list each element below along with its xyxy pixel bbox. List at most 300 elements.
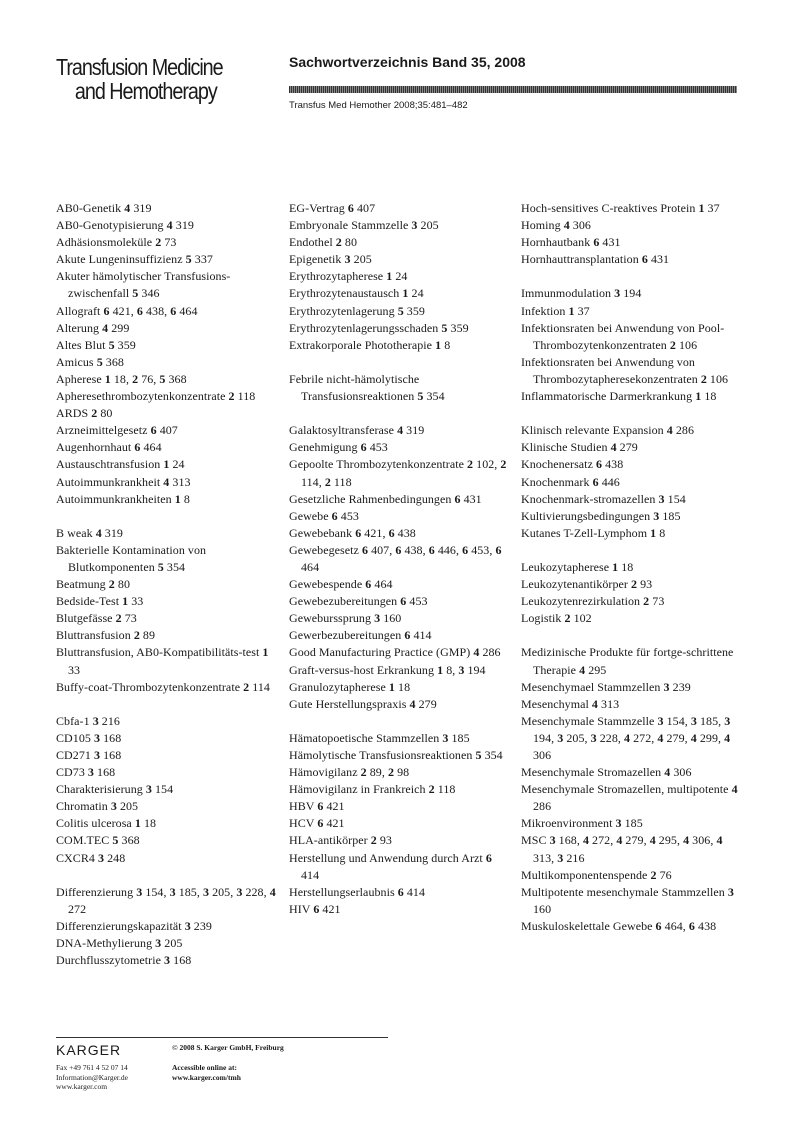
page-number: 76,	[138, 371, 160, 386]
page-number: 306	[670, 765, 692, 780]
index-entry	[56, 491, 278, 508]
index-entry	[289, 764, 511, 781]
index-term: Febrile nicht-hämolytische Transfusionsreaktionen	[289, 371, 420, 404]
issue-number: 2	[631, 577, 638, 592]
index-entry	[56, 679, 278, 696]
index-term: Mesenchymale Stromazellen	[521, 765, 665, 780]
issue-number: 2	[91, 406, 98, 421]
page-number: 18	[394, 679, 411, 694]
issue-number: 4	[731, 782, 738, 797]
entry-gap	[289, 405, 511, 422]
page-number: 194,	[533, 730, 558, 745]
access-info	[172, 1063, 241, 1082]
page-number: 464	[140, 440, 162, 455]
index-term: Gewebespende	[289, 577, 366, 592]
page-number: 453	[406, 594, 428, 609]
issue-number: 2	[700, 371, 707, 386]
issue-number: 6	[317, 799, 324, 814]
index-term: Arzneimittelgesetz	[56, 423, 151, 438]
website[interactable]: www.karger.com	[56, 1082, 108, 1091]
issue-number: 1	[435, 337, 442, 352]
issue-number: 6	[170, 303, 177, 318]
index-entry	[289, 200, 511, 217]
issue-number: 5	[417, 389, 424, 404]
page-number: 160	[380, 611, 402, 626]
issue-number: 4	[724, 730, 731, 745]
index-term: Good Manufacturing Practice (GMP)	[289, 645, 474, 660]
issue-number: 3	[615, 816, 622, 831]
index-entry	[289, 696, 511, 713]
index-term: Gewebebank	[289, 525, 356, 540]
issue-number: 6	[596, 457, 603, 472]
index-entry	[289, 730, 511, 747]
issue-number: 3	[663, 679, 670, 694]
index-term: Gewebegesetz	[289, 542, 362, 557]
page-number: 33	[128, 594, 144, 609]
page-number: 299	[108, 320, 130, 335]
page-number: 359	[403, 303, 425, 318]
index-term: Infektionsraten bei Anwendung von Thrombozytapheresekonzentraten	[521, 354, 701, 386]
index-term: Muskuloskelettale Gewebe	[521, 918, 656, 933]
index-entry	[56, 456, 278, 473]
page-number: 18	[701, 389, 717, 404]
index-entry	[521, 679, 743, 696]
index-term: DNA-Methylierung	[56, 936, 156, 951]
page-number: 464	[301, 559, 320, 574]
index-entry	[289, 679, 511, 696]
issue-number: 6	[641, 252, 648, 267]
issue-number: 6	[150, 423, 157, 438]
issue-number: 6	[592, 474, 599, 489]
issue-number: 4	[664, 765, 671, 780]
page-number: 464	[371, 577, 393, 592]
index-term: Akute Lungeninsuffizienz	[56, 252, 186, 267]
index-term: Buffy-coat-Thrombozytenkonzentrate	[56, 679, 244, 694]
index-entry	[521, 525, 743, 542]
page-number: 205,	[563, 730, 591, 745]
page-number: 168	[93, 765, 116, 780]
index-term: Autoimmunkrankheiten	[56, 491, 175, 506]
issue-number: 3	[614, 286, 621, 301]
index-entry	[521, 474, 743, 491]
issue-number: 2	[650, 867, 657, 882]
page-number: 185	[621, 816, 643, 831]
email[interactable]: Information@Karger.de	[56, 1072, 128, 1082]
issue-number: 4	[649, 833, 656, 848]
index-term: Homing	[521, 218, 564, 233]
issue-number: 4	[563, 218, 570, 233]
page-number: 295,	[655, 833, 684, 848]
issue-number: 2	[370, 833, 377, 848]
issue-number: 5	[159, 371, 166, 386]
index-term: Gewebe	[289, 508, 332, 523]
issue-number: 3	[690, 713, 697, 728]
issue-number: 3	[184, 918, 191, 933]
page-number: 205,	[209, 884, 237, 899]
index-term: Hoch-sensitives C-reaktives Protein	[521, 201, 699, 215]
index-entry	[56, 935, 278, 952]
issue-number: 6	[593, 235, 600, 250]
page-number: 18	[618, 559, 634, 574]
index-term: Mesenchymale Stammzelle	[521, 713, 658, 728]
page-number: 359	[114, 337, 136, 352]
index-term: Leukozytenantikörper	[521, 577, 632, 592]
index-entry	[521, 644, 743, 678]
issue-number: 3	[549, 833, 556, 848]
page-number: 319	[403, 423, 425, 438]
page-number: 8	[656, 525, 666, 540]
index-entry	[289, 576, 511, 593]
page-number: 154	[664, 491, 686, 506]
index-term: AB0-Genotypisierung	[56, 218, 167, 233]
page-number: 168,	[555, 833, 583, 848]
issue-number: 6	[655, 918, 662, 933]
index-term: B weak	[56, 525, 96, 540]
issue-number: 1	[174, 491, 181, 506]
page-number: 446	[598, 474, 620, 489]
page-number: 431	[460, 491, 482, 506]
index-term: Hämovigilanz in Frankreich	[289, 782, 429, 797]
index-entry	[56, 918, 278, 935]
page-number: 414	[301, 867, 320, 882]
index-term: Immunmodulation	[521, 286, 615, 301]
issue-number: 6	[347, 201, 354, 215]
index-term: Bluttransfusion, AB0-Kompatibilitäts-test	[56, 645, 263, 660]
issue-number: 2	[467, 457, 474, 472]
issue-number: 2	[133, 628, 140, 643]
page-number: 194	[620, 286, 642, 301]
page-number: 8	[441, 337, 451, 352]
index-entry	[521, 610, 743, 627]
page-number: 414	[410, 628, 432, 643]
issue-number: 3	[202, 884, 210, 899]
issue-number: 3	[653, 508, 660, 523]
copyright: © 2008 S. Karger GmbH, Freiburg	[172, 1043, 284, 1052]
index-term: Kutanes T-Zell-Lymphom	[521, 525, 651, 540]
issue-number: 1	[386, 269, 393, 284]
index-entry	[56, 815, 278, 832]
page-number: 272,	[630, 730, 658, 745]
page-number: 80	[341, 235, 357, 250]
issue-number: 4	[666, 423, 673, 438]
page-number: 438	[602, 457, 624, 472]
page-number: 421,	[361, 525, 389, 540]
issue-number: 2	[500, 457, 507, 472]
index-term: Differenzierung	[56, 884, 137, 899]
page-number: 185,	[696, 713, 725, 728]
index-term: Multipotente mesenchymale Stammzellen	[521, 884, 728, 899]
page-number: 368	[102, 354, 124, 369]
index-entry	[56, 952, 278, 969]
index-entry	[521, 354, 743, 388]
index-entry	[521, 559, 743, 576]
page-number: 114,	[301, 474, 325, 489]
issue-number: 2	[564, 611, 571, 626]
index-term: Mesenchymale Stromazellen, multipotente	[521, 782, 732, 797]
page-number: 102	[570, 611, 592, 626]
page-number: 106	[706, 371, 729, 386]
index-entry	[289, 508, 511, 525]
issue-number: 6	[400, 594, 407, 609]
access-url[interactable]: www.karger.com/tmh	[172, 1072, 241, 1082]
issue-number: 2	[428, 782, 435, 797]
issue-number: 6	[454, 491, 461, 506]
index-entry	[56, 337, 278, 354]
index-entry	[56, 713, 278, 730]
page-number: 98	[394, 765, 410, 780]
page-number: 414	[403, 884, 426, 899]
page-number: 73	[121, 611, 137, 626]
index-term: Genehmigung	[289, 440, 361, 455]
index-term: Apheresethrombozytenkonzentrate	[56, 389, 229, 404]
index-term: Knochenmark	[521, 474, 593, 489]
index-term: Akuter hämolytischer Transfusions-zwischenfall	[56, 269, 231, 301]
page-number: 306	[533, 748, 552, 762]
page-number: 24	[408, 286, 424, 301]
entry-gap	[521, 268, 743, 285]
index-term: Chromatin	[56, 799, 111, 814]
index-entry	[56, 234, 278, 251]
page-number: 33	[68, 662, 81, 677]
publisher-contact	[56, 1063, 128, 1092]
index-entry	[289, 303, 511, 320]
page-number: 453,	[468, 542, 496, 557]
issue-number: 1	[612, 559, 619, 574]
issue-number: 6	[462, 542, 469, 557]
index-term: Multikomponentenspende	[521, 867, 651, 882]
index-entry	[56, 371, 278, 388]
index-entry	[289, 251, 511, 268]
index-term: Klinisch relevante Expansion	[521, 423, 667, 438]
index-term: CD105	[56, 730, 94, 745]
index-term: CD271	[56, 748, 94, 762]
index-term: Austauschtransfusion	[56, 457, 164, 472]
issue-number: 3	[557, 730, 564, 745]
page-number: 102,	[473, 457, 501, 472]
index-entry	[521, 200, 743, 217]
index-entry	[56, 781, 278, 798]
index-entry	[56, 627, 278, 644]
issue-number: 4	[657, 730, 664, 745]
header-rule	[289, 86, 737, 93]
index-term: CD73	[56, 765, 88, 780]
page-number: 286	[533, 799, 552, 814]
issue-number: 6	[365, 577, 372, 592]
index-entry	[521, 217, 743, 234]
issue-number: 4	[102, 320, 109, 335]
page-number: 154,	[142, 884, 170, 899]
page-number: 438,	[142, 303, 171, 318]
index-entry	[289, 371, 511, 405]
issue-number: 1	[262, 645, 269, 660]
index-term: Herstellung und Anwendung durch Arzt	[289, 850, 486, 865]
index-term: Charakterisierung	[56, 782, 146, 797]
issue-number: 6	[388, 525, 395, 540]
page-number: 313	[169, 474, 191, 489]
page-number: 431	[647, 252, 670, 267]
index-term: Alterung	[56, 320, 103, 335]
page-number: 421	[323, 799, 345, 814]
index-entry	[289, 268, 511, 285]
issue-number: 2	[360, 765, 367, 780]
page-number: 438	[394, 525, 416, 540]
journal-logo	[56, 55, 256, 103]
issue-number: 1	[568, 303, 575, 318]
index-entry	[289, 593, 511, 610]
page-number: 73	[161, 235, 177, 250]
issue-number: 3	[164, 953, 171, 968]
index-term: Bakterielle Kontamination von Blutkomponenten	[56, 542, 207, 574]
page-number: 279	[415, 696, 437, 711]
page-number: 114	[249, 679, 270, 694]
index-term: MSC	[521, 833, 550, 848]
issue-number: 3	[727, 884, 734, 899]
index-entry	[56, 610, 278, 627]
entry-gap	[521, 405, 743, 422]
issue-number: 3	[169, 884, 176, 899]
index-entry	[289, 422, 511, 439]
index-entry	[521, 439, 743, 456]
issue-number: 3	[374, 611, 381, 626]
index-entry	[56, 832, 278, 849]
issue-number: 4	[163, 474, 170, 489]
page-number: 421,	[109, 303, 137, 318]
index-term: CXCR4	[56, 850, 98, 865]
page-number: 346	[138, 286, 160, 301]
page-number: 279,	[622, 833, 650, 848]
index-term: Inflammatorische Darmerkrankung	[521, 389, 696, 404]
index-term: Hämolytische Transfusionsreaktionen	[289, 748, 476, 762]
index-entry	[56, 593, 278, 610]
index-entry	[521, 456, 743, 473]
index-entry	[521, 696, 743, 713]
issue-number: 6	[404, 628, 411, 643]
issue-number: 2	[228, 389, 235, 404]
index-entry	[56, 388, 278, 405]
page-number: 279,	[663, 730, 691, 745]
issue-number: 5	[441, 320, 448, 335]
issue-number: 4	[124, 201, 131, 215]
index-term: Knochenersatz	[521, 457, 596, 472]
index-entry	[56, 798, 278, 815]
page-number: 354	[163, 559, 186, 574]
index-entry	[56, 320, 278, 337]
issue-number: 3	[155, 936, 162, 951]
issue-number: 2	[669, 337, 676, 352]
issue-number: 6	[397, 884, 404, 899]
issue-number: 5	[108, 337, 115, 352]
issue-number: 1	[122, 594, 129, 609]
issue-number: 4	[716, 833, 723, 848]
index-term: Infektionsraten bei Anwendung von Pool-Thrombozytenkonzentraten	[521, 320, 725, 352]
index-term: Beatmung	[56, 577, 109, 592]
issue-number: 1	[163, 457, 170, 472]
issue-number: 6	[134, 440, 141, 455]
issue-number: 2	[132, 371, 139, 386]
index-entry	[521, 388, 743, 405]
index-entry	[521, 832, 743, 866]
index-entry	[56, 251, 278, 268]
page-number: 286	[479, 645, 501, 660]
index-entry	[56, 730, 278, 747]
issue-number: 6	[688, 918, 695, 933]
index-entry	[521, 815, 743, 832]
issue-number: 2	[324, 474, 331, 489]
index-column-3	[521, 200, 743, 935]
index-entry	[56, 217, 278, 234]
page-number: 205	[161, 936, 183, 951]
page-number: 216	[98, 713, 120, 728]
index-entry	[521, 918, 743, 935]
page-number: 8,	[443, 662, 459, 677]
index-column-1	[56, 200, 278, 969]
citation: Transfus Med Hemother 2008;35:481–482	[289, 100, 468, 111]
index-term: Cbfa-1	[56, 713, 93, 728]
access-label: Accessible online at:	[172, 1063, 237, 1072]
page-number: 295	[585, 662, 607, 677]
page-number: 438	[694, 918, 717, 933]
index-entry	[521, 234, 743, 251]
issue-number: 3	[92, 713, 99, 728]
page-number: 185	[659, 508, 681, 523]
page-number: 89	[139, 628, 156, 643]
index-term: Colitis ulcerosa	[56, 816, 135, 831]
page-number: 89,	[366, 765, 388, 780]
index-entry	[56, 439, 278, 456]
index-entry	[289, 884, 511, 901]
page-number: 106	[675, 337, 698, 352]
index-entry	[521, 764, 743, 781]
page-number: 431	[599, 235, 621, 250]
index-term: Geweburssprung	[289, 611, 375, 626]
index-entry	[289, 747, 511, 764]
index-entry	[289, 542, 511, 576]
issue-number: 3	[411, 218, 418, 233]
page-number: 272	[68, 901, 87, 916]
index-term: Apherese	[56, 371, 105, 386]
index-term: Bedside-Test	[56, 594, 123, 609]
issue-number: 4	[683, 833, 690, 848]
page-number: 37	[574, 303, 590, 318]
page-number: 168	[100, 748, 122, 762]
index-term: EG-Vertrag	[289, 201, 348, 215]
issue-number: 6	[485, 850, 492, 865]
page-number: 228,	[242, 884, 270, 899]
issue-number: 6	[428, 542, 435, 557]
index-entry	[289, 320, 511, 337]
index-entry	[289, 610, 511, 627]
index-term: Medizinische Produkte für fortge-schrittene Therapie	[521, 645, 734, 677]
page-number: 464,	[661, 918, 689, 933]
issue-number: 6	[317, 816, 324, 831]
page-number: 407	[156, 423, 178, 438]
index-term: COM.TEC	[56, 833, 113, 848]
issue-number: 5	[96, 354, 103, 369]
issue-number: 6	[331, 508, 338, 523]
issue-number: 4	[409, 696, 416, 711]
index-term: Durchflusszytometrie	[56, 953, 165, 968]
index-entry	[289, 901, 511, 918]
issue-number: 3	[236, 884, 243, 899]
index-entry	[56, 884, 278, 918]
issue-number: 1	[698, 201, 705, 215]
entry-gap	[521, 542, 743, 559]
issue-number: 3	[93, 730, 101, 745]
page-number: 272,	[589, 833, 617, 848]
entry-gap	[56, 508, 278, 525]
page-number: 118	[234, 389, 256, 404]
index-entry	[56, 576, 278, 593]
